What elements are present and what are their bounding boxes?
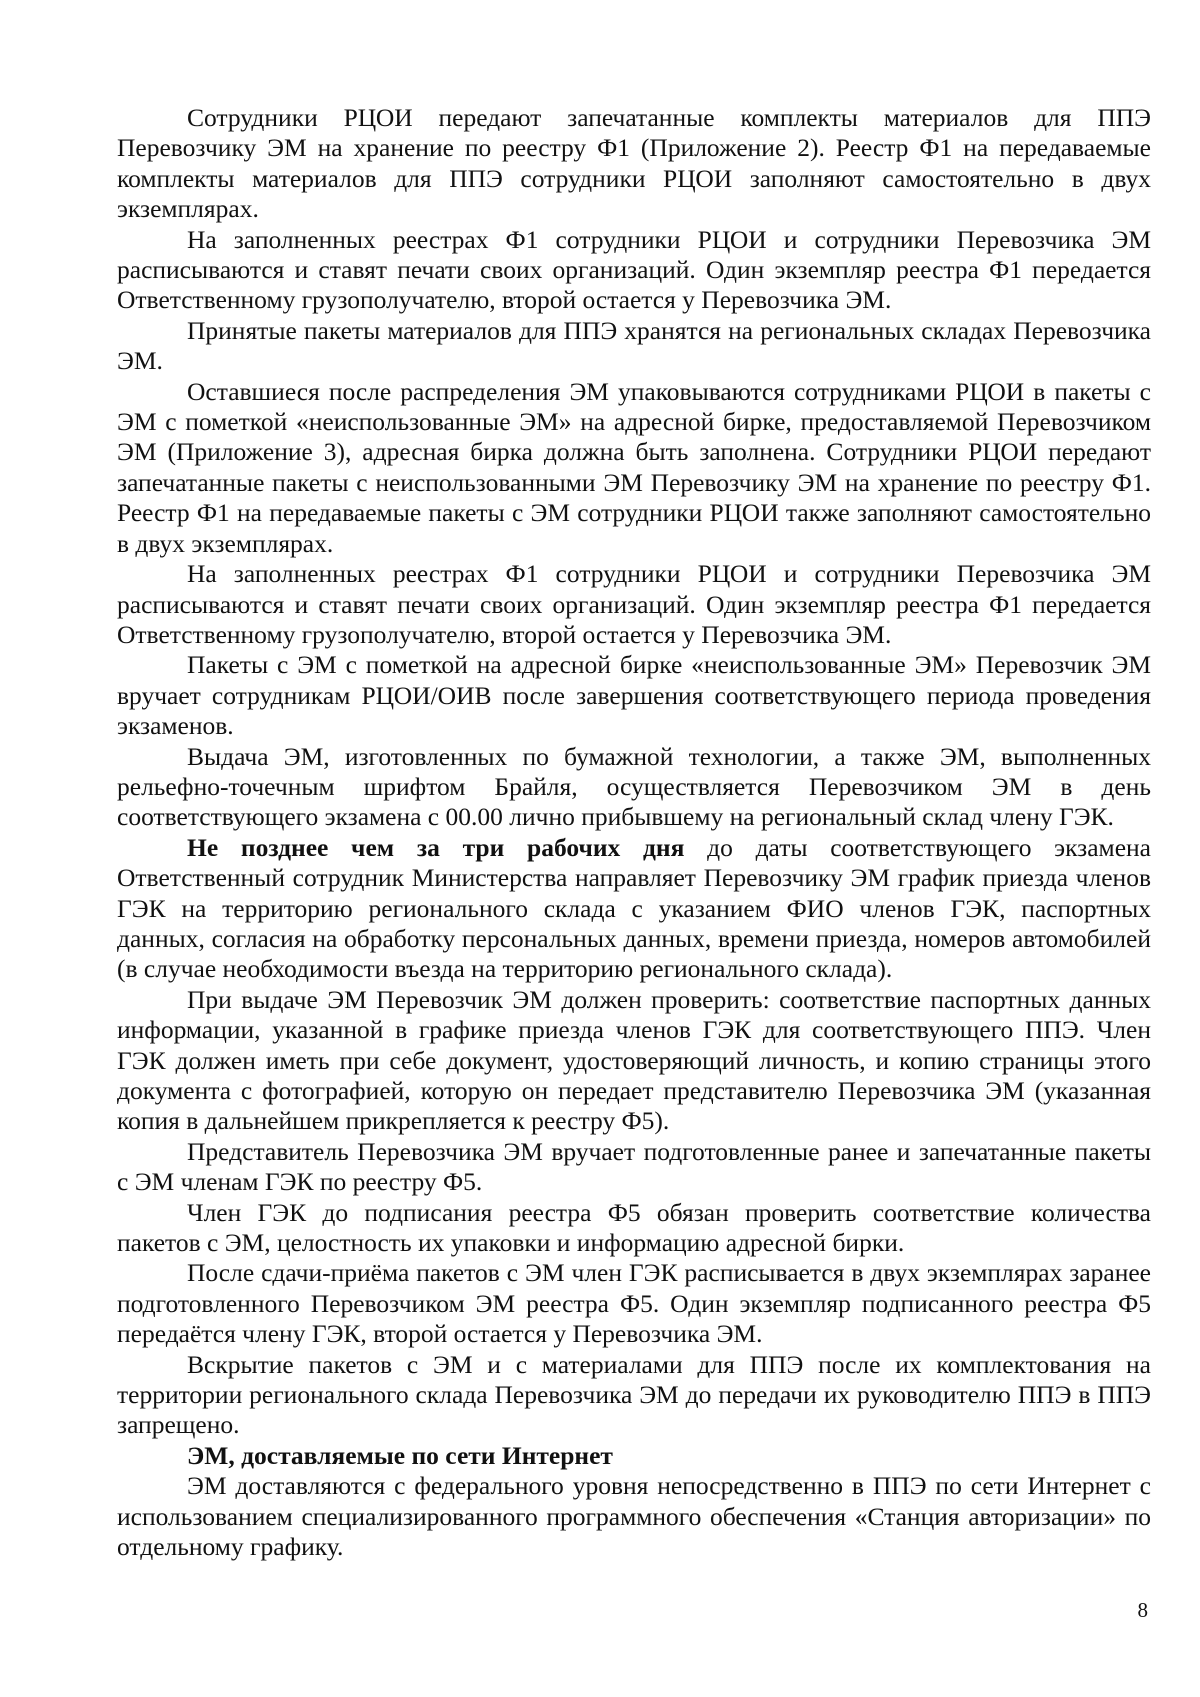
paragraph-13: Вскрытие пакетов с ЭМ и с материалами для ППЭ после их комплектования на территории регионального склада Перевозчика ЭМ до передачи их руководителю ППЭ в ППЭ запрещено. xyxy=(117,1349,1151,1440)
paragraph-10: Представитель Перевозчика ЭМ вручает подготовленные ранее и запечатанные пакеты с ЭМ членам ГЭК по реестру Ф5. xyxy=(117,1136,1151,1197)
paragraph-3: Принятые пакеты материалов для ППЭ хранятся на региональных складах Перевозчика ЭМ. xyxy=(117,315,1151,376)
paragraph-12: После сдачи-приёма пакетов с ЭМ член ГЭК расписывается в двух экземплярах заранее подготовленного Перевозчиком ЭМ реестра Ф5. Один экземпляр подписанного реестра Ф5 передаётся члену ГЭК, второй остается у Перевозчика ЭМ. xyxy=(117,1258,1151,1349)
paragraph-9: При выдаче ЭМ Перевозчик ЭМ должен проверить: соответствие паспортных данных информации, указанной в графике приезда членов ГЭК для соответствующего ППЭ. Член ГЭК должен иметь при себе документ, удостоверяющий личность, и копию страницы этого документа с фотографией, которую он передает представителю Перевозчика ЭМ (указанная копия в дальнейшем прикрепляется к реестру Ф5). xyxy=(117,984,1151,1136)
document-page xyxy=(117,103,1151,1563)
paragraph-6: Пакеты с ЭМ с пометкой на адресной бирке «неиспользованные ЭМ» Перевозчик ЭМ вручает сотрудникам РЦОИ/ОИВ после завершения соответствующего периода проведения экзаменов. xyxy=(117,650,1151,741)
paragraph-5: На заполненных реестрах Ф1 сотрудники РЦОИ и сотрудники Перевозчика ЭМ расписываются и ставят печати своих организаций. Один экземпляр реестра Ф1 передается Ответственному грузополучателю, второй остается у Перевозчика ЭМ. xyxy=(117,559,1151,649)
paragraph-2: На заполненных реестрах Ф1 сотрудники РЦОИ и сотрудники Перевозчика ЭМ расписываются и ставят печати своих организаций. Один экземпляр реестра Ф1 передается Ответственному грузополучателю, второй остается у Перевозчика ЭМ. xyxy=(117,224,1151,315)
paragraph-8 xyxy=(117,833,1151,985)
paragraph-1: Сотрудники РЦОИ передают запечатанные комплекты материалов для ППЭ Перевозчику ЭМ на хранение по реестру Ф1 (Приложение 2). Реестр Ф1 на передаваемые комплекты материалов для ППЭ сотрудники РЦОИ заполняют самостоятельно в двух экземплярах. xyxy=(117,103,1151,224)
section-heading: ЭМ, доставляемые по сети Интернет xyxy=(187,1440,613,1470)
section-paragraph: ЭМ доставляются с федерального уровня непосредственно в ППЭ по сети Интернет с использованием специализированного программного обеспечения «Станция авторизации» по отдельному графику. xyxy=(117,1471,1151,1562)
paragraph-4: Оставшиеся после распределения ЭМ упаковываются сотрудниками РЦОИ в пакеты с ЭМ с пометкой «неиспользованные ЭМ» на адресной бирке, предоставляемой Перевозчиком ЭМ (Приложение 3), адресная бирка должна быть заполнена. Сотрудники РЦОИ передают запечатанные пакеты с неиспользованными ЭМ Перевозчику ЭМ на хранение по реестру Ф1. Реестр Ф1 на передаваемые пакеты с ЭМ сотрудники РЦОИ также заполняют самостоятельно в двух экземплярах. xyxy=(117,376,1151,558)
paragraph-7: Выдача ЭМ, изготовленных по бумажной технологии, а также ЭМ, выполненных рельефно-точечным шрифтом Брайля, осуществляется Перевозчиком ЭМ в день соответствующего экзамена с 00.00 лично прибывшему на региональный склад члену ГЭК. xyxy=(117,741,1151,832)
page-number: 8 xyxy=(1137,1598,1148,1622)
paragraph-11: Член ГЭК до подписания реестра Ф5 обязан проверить соответствие количества пакетов с ЭМ, целостность их упаковки и информацию адресной бирки. xyxy=(117,1197,1151,1258)
paragraph-8-rest: до даты соответствующего экзамена Ответственный сотрудник Министерства направляет Перевозчику ЭМ график приезда членов ГЭК на территорию регионального склада с указанием ФИО членов ГЭК, паспортных данных, согласия на обработку персональных данных, времени приезда, номеров автомобилей (в случае необходимости въезда на территорию регионального склада). xyxy=(117,832,1151,984)
bold-deadline-text: Не позднее чем за три рабочих дня xyxy=(187,832,685,862)
